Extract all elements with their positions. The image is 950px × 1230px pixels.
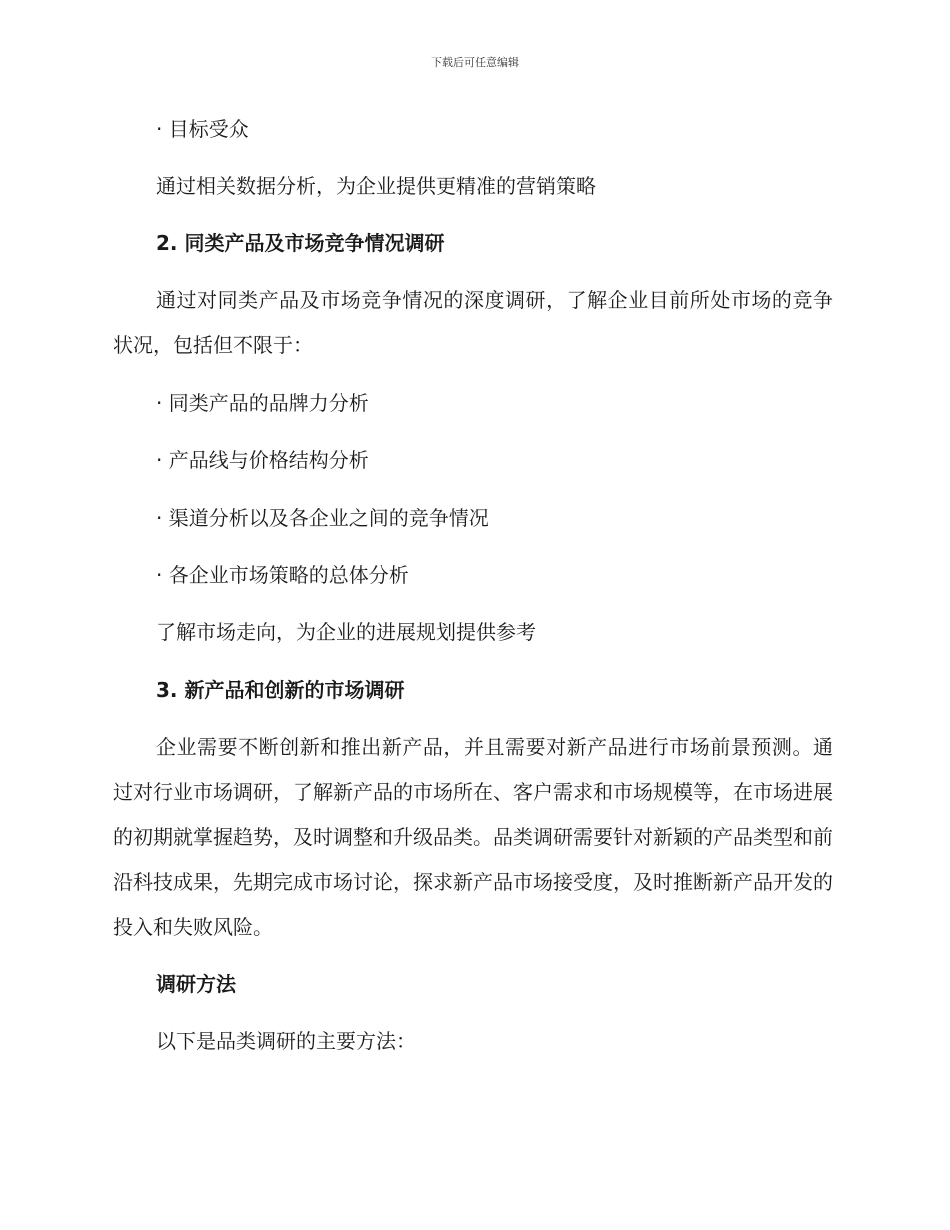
list-item-market-strategy: · 各企业市场策略的总体分析 (156, 563, 409, 587)
paragraph-data-analysis: 通过相关数据分析，为企业提供更精准的营销策略 (156, 174, 596, 198)
list-item-channel-analysis: · 渠道分析以及各企业之间的竞争情况 (156, 506, 489, 530)
paragraph-market-trend: 了解市场走向，为企业的进展规划提供参考 (156, 620, 536, 644)
paragraph-new-product-research: 企业需要不断创新和推出新产品，并且需要对新产品进行市场前景预测。通过对行业市场调研，了解新产品的市场所在、客户需求和市场规模等，在市场进展的初期就掌握趋势，及时调整和升级品类。品类调研需要针对新颖的产品类型和前沿科技成果，先期完成市场讨论，探求新产品市场接受度，及时推断新产品开发的投入和失败风险。 (113, 735, 833, 939)
section-heading-methods: 调研方法 (156, 972, 236, 996)
paragraph-competition-research: 通过对同类产品及市场竞争情况的深度调研，了解企业目前所处市场的竞争状况，包括但不限于： (113, 288, 833, 357)
list-item-brand-power: · 同类产品的品牌力分析 (156, 391, 369, 415)
paragraph-methods-intro: 以下是品类调研的主要方法： (156, 1029, 416, 1053)
page-header: 下载后可任意编辑 (431, 56, 519, 69)
section-heading-2: 2. 同类产品及市场竞争情况调研 (156, 231, 445, 255)
list-item-product-line-price: · 产品线与价格结构分析 (156, 448, 369, 472)
section-heading-3: 3. 新产品和创新的市场调研 (156, 678, 405, 702)
bullet-target-audience: · 目标受众 (156, 117, 249, 141)
